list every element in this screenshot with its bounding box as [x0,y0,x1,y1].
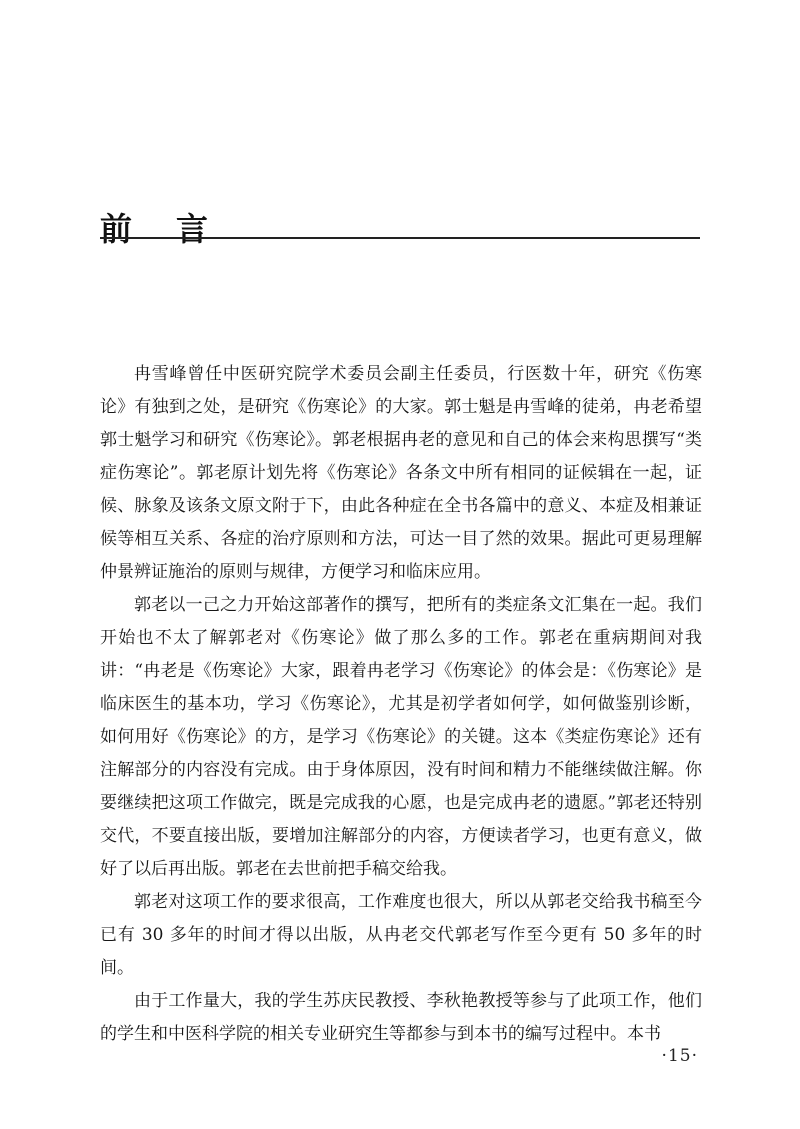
paragraph-3: 郭老对这项工作的要求很高，工作难度也很大，所以从郭老交给我书稿至今已有 30 多年的时间才得以出版，从冉老交代郭老写作至今更有 50 多年的时间。 [100,892,702,978]
page-title: 前 言 [100,210,215,249]
title-divider [100,237,700,239]
paragraph-2: 郭老以一己之力开始这部著作的撰写，把所有的类症条文汇集在一起。我们开始也不太了解郭老对《伤寒论》做了那么多的工作。郭老在重病期间对我讲：“冉老是《伤寒论》大家，跟着冉老学习《伤寒论》的体会是：《伤寒论》是临床医生的基本功，学习《伤寒论》，尤其是初学者如何学，如何做鉴别诊断，如何用好《伤寒论》的方，是学习《伤寒论》的关键。这本《类症伤寒论》还有注解部分的内容没有完成。由于身体原因，没有时间和精力不能继续做注解。你要继续把这项工作做完，既是完成我的心愿，也是完成冉老的遗愿。”郭老还特别交代，不要直接出版，要增加注解部分的内容，方便读者学习，也更有意义，做好了以后再出版。郭老在去世前把手稿交给我。 [100,595,702,879]
paragraph-4: 由于工作量大，我的学生苏庆民教授、李秋艳教授等参与了此项工作，他们的学生和中医科学院的相关专业研究生等都参与到本书的编写过程中。本书 [100,991,702,1044]
preface-body [100,358,702,1051]
page-number: ·15· [661,1046,698,1066]
paragraph-1: 冉雪峰曾任中医研究院学术委员会副主任委员，行医数十年，研究《伤寒论》有独到之处，是研究《伤寒论》的大家。郭士魁是冉雪峰的徒弟，冉老希望郭士魁学习和研究《伤寒论》。郭老根据冉老的意见和自己的体会来构思撰写“类症伤寒论”。郭老原计划先将《伤寒论》各条文中所有相同的证候辑在一起，证候、脉象及该条文原文附于下，由此各种症在全书各篇中的意义、本症及相兼证候等相互关系、各症的治疗原则和方法，可达一目了然的效果。据此可更易理解仲景辨证施治的原则与规律，方便学习和临床应用。 [100,364,702,582]
